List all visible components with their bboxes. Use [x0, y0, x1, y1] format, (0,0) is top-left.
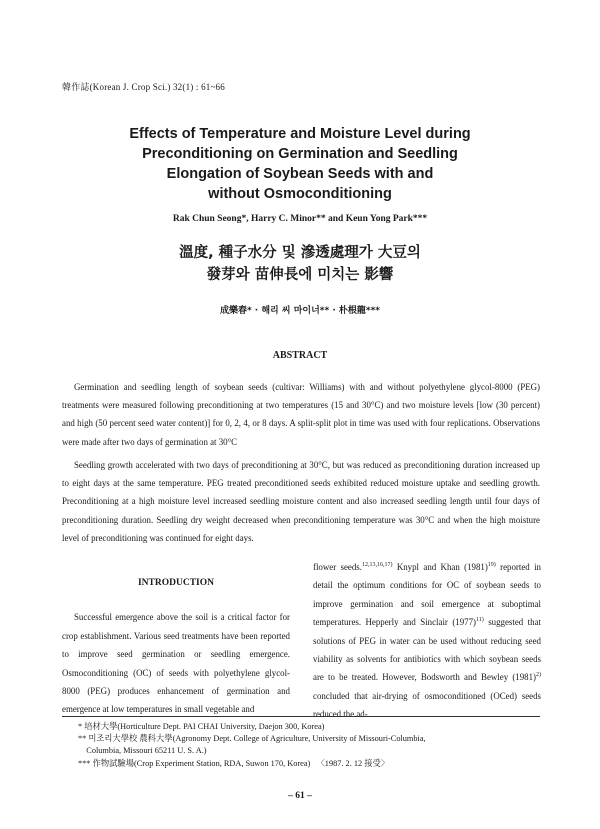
authors-english: Rak Chun Seong*, Harry C. Minor** and Keun Yong Park***	[172, 214, 428, 224]
journal-reference: 韓作誌(Korean J. Crop Sci.) 32(1) : 61~66	[62, 82, 225, 92]
title-line: Preconditioning on Germination and Seedling	[142, 146, 458, 162]
text-run: reported in detail the optimum conditions for OC of soybean seeds to improve germination and soil emergence at suboptimal temperatures. Hepperly and Sinclair (1977)	[313, 562, 541, 628]
authors-korean: 成樂春* · 해리 씨 마이너** · 朴根龍***	[219, 306, 381, 316]
citation-ref: 12,13,16,17)	[361, 562, 393, 569]
title-ko-line: 發芽와 苗伸長에 미치는 影響	[206, 267, 394, 283]
abstract-paragraph: Germination and seedling length of soybean seeds (cultivar: Williams) with and without polyethylene glycol-8000 (PEG) treatments were measured following preconditioning at two temperatures (15 and 30°C) and two moisture levels [low (30 percent) and high (50 percent seed water content)] for 0, 2, 4, or 8 days. A split-split plot in time was used with four replications. Observations were made after two days of germination at 30°C	[62, 382, 540, 447]
footnotes	[78, 721, 548, 770]
footnote: *** 作物試驗場(Crop Experiment Station, RDA, Suwon 170, Korea) 〈1987. 2. 12 接受〉	[78, 758, 390, 768]
footnote: Columbia, Missouri 65211 U. S. A.)	[78, 746, 207, 756]
text-run: suggested that solutions of PEG in water can be used without reducing seed viability as solvents for antibiotics with which soybean seeds are to be treated. However, Bodsworth and Bewley (1981)	[313, 617, 541, 683]
title-line: Elongation of Soybean Seeds with and	[166, 166, 434, 182]
paper-title	[0, 124, 600, 204]
title-line: Effects of Temperature and Moisture Level during	[129, 126, 471, 142]
intro-paragraph-right	[313, 558, 541, 724]
title-ko-line: 溫度, 種子水分 및 滲透處理가 大豆의	[179, 245, 421, 261]
text-run: concluded that air-drying of osmoconditioned (OCed) seeds reduced the ad-	[313, 690, 541, 720]
abstract-paragraph: Seedling growth accelerated with two days of preconditioning at 30°C, but was reduced as preconditioning duration increased up to eight days at the same temperature. PEG treated preconditioned seeds exhibited reduced moisture uptake and seedling growth. Preconditioning at a high moisture level increased seedling moisture content and also increased seedling length until four days of preconditioning duration. Seedling dry weight decreased when preconditioning temperature was 30°C and when the high moisture level of preconditioning was continued for eight days.	[62, 460, 540, 543]
footnote: ** 미조리大學校 農科大學(Agronomy Dept. College of Agriculture, University of Missouri-Columbia,	[78, 734, 426, 744]
paper-title-korean	[0, 242, 600, 286]
intro-paragraph-left: Successful emergence above the soil is a critical factor for crop establishment. Various seed treatments have been reported to improve seed germination or seedling emergence. Osmoconditioning (OC) of seeds with polyethylene glycol-8000 (PEG) produces enhancement of germination and emergence at low temperatures in small vegetable and	[62, 612, 290, 715]
citation-ref: 11)	[475, 617, 484, 624]
left-column	[62, 574, 290, 719]
abstract-heading: ABSTRACT	[272, 350, 328, 361]
text-run: Knypl and Khan (1981)	[392, 562, 488, 572]
text-run: flower seeds.	[313, 562, 362, 572]
footnote-divider	[62, 716, 540, 717]
introduction-heading: INTRODUCTION	[137, 578, 214, 588]
citation-ref: 19)	[487, 562, 496, 569]
title-line: without Osmoconditioning	[208, 186, 392, 202]
footnote: * 培材大學(Horticulture Dept. PAI CHAI University, Daejon 300, Korea)	[78, 722, 325, 731]
right-column	[313, 558, 541, 724]
citation-ref: 2)	[536, 672, 541, 679]
page-number: – 61 –	[288, 791, 312, 801]
